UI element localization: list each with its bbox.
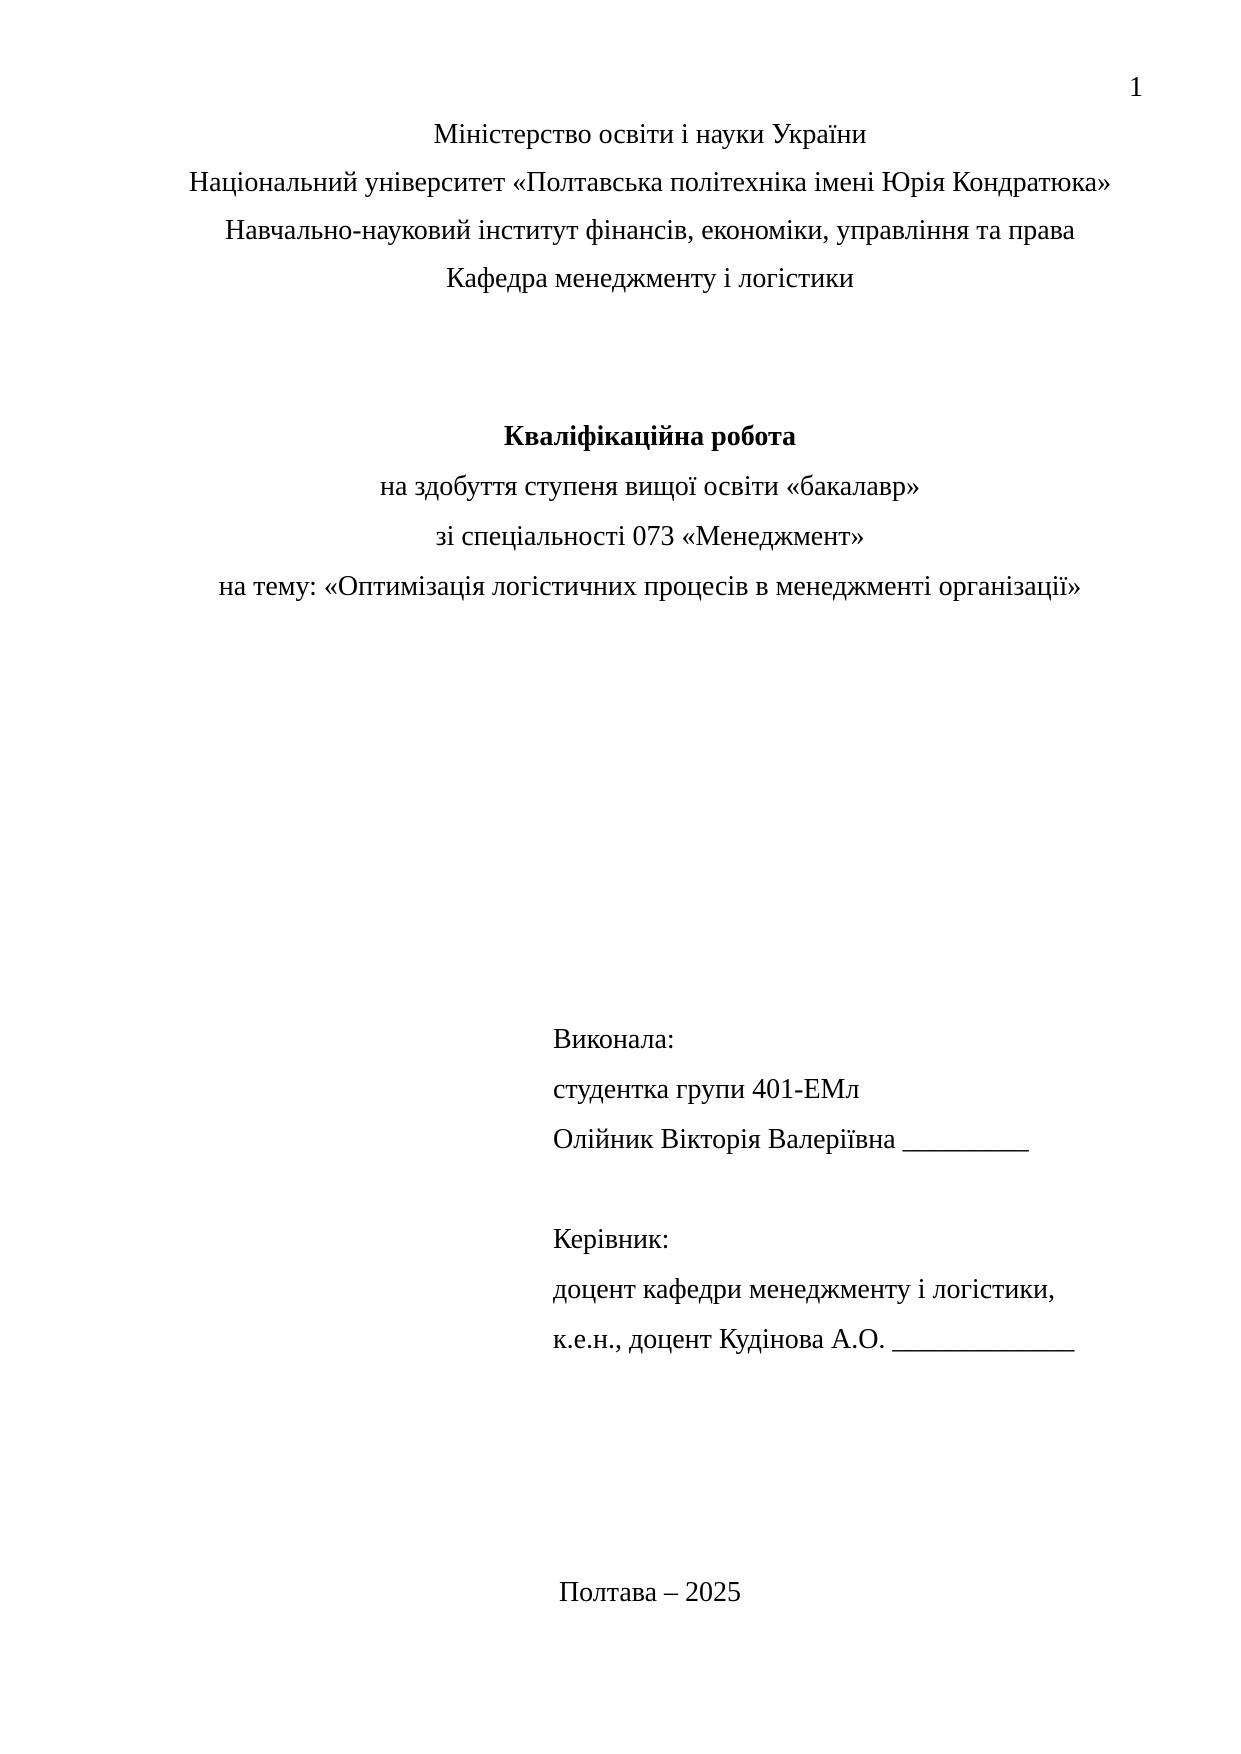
supervisor-label: Керівник:	[553, 1224, 670, 1255]
university-line: Національний університет «Полтавська політехніка імені Юрія Кондратюка»	[188, 167, 1112, 198]
specialty-line: зі спеціальності 073 «Менеджмент»	[435, 521, 865, 552]
supervisor-block	[553, 1215, 1153, 1365]
department-line: Кафедра менеджменту і логістики	[446, 263, 854, 294]
executor-label: Виконала:	[553, 1024, 675, 1055]
header-block	[150, 111, 1150, 303]
page-number: 1	[1129, 72, 1143, 103]
institute-line: Навчально-науковий інститут фінансів, економіки, управління та права	[225, 215, 1075, 246]
executor-name-line: Олійник Вікторія Валеріївна _________	[553, 1124, 1029, 1155]
supervisor-name-line: к.е.н., доцент Кудінова А.О. _____________	[553, 1324, 1075, 1355]
degree-line: на здобуття ступеня вищої освіти «бакалавр»	[380, 471, 920, 502]
work-title: Кваліфікаційна робота	[503, 421, 797, 452]
ministry-line: Міністерство освіти і науки України	[433, 119, 867, 150]
executor-group-line: студентка групи 401-ЕМл	[553, 1074, 860, 1105]
title-block	[150, 412, 1150, 612]
footer-city-year: Полтава – 2025	[558, 1577, 742, 1608]
credits-block	[553, 1015, 1153, 1365]
executor-block	[553, 1015, 1153, 1165]
topic-line: на тему: «Оптимізація логістичних процесів в менеджменті організації»	[218, 571, 1082, 602]
supervisor-position-line: доцент кафедри менеджменту і логістики,	[553, 1274, 1055, 1305]
